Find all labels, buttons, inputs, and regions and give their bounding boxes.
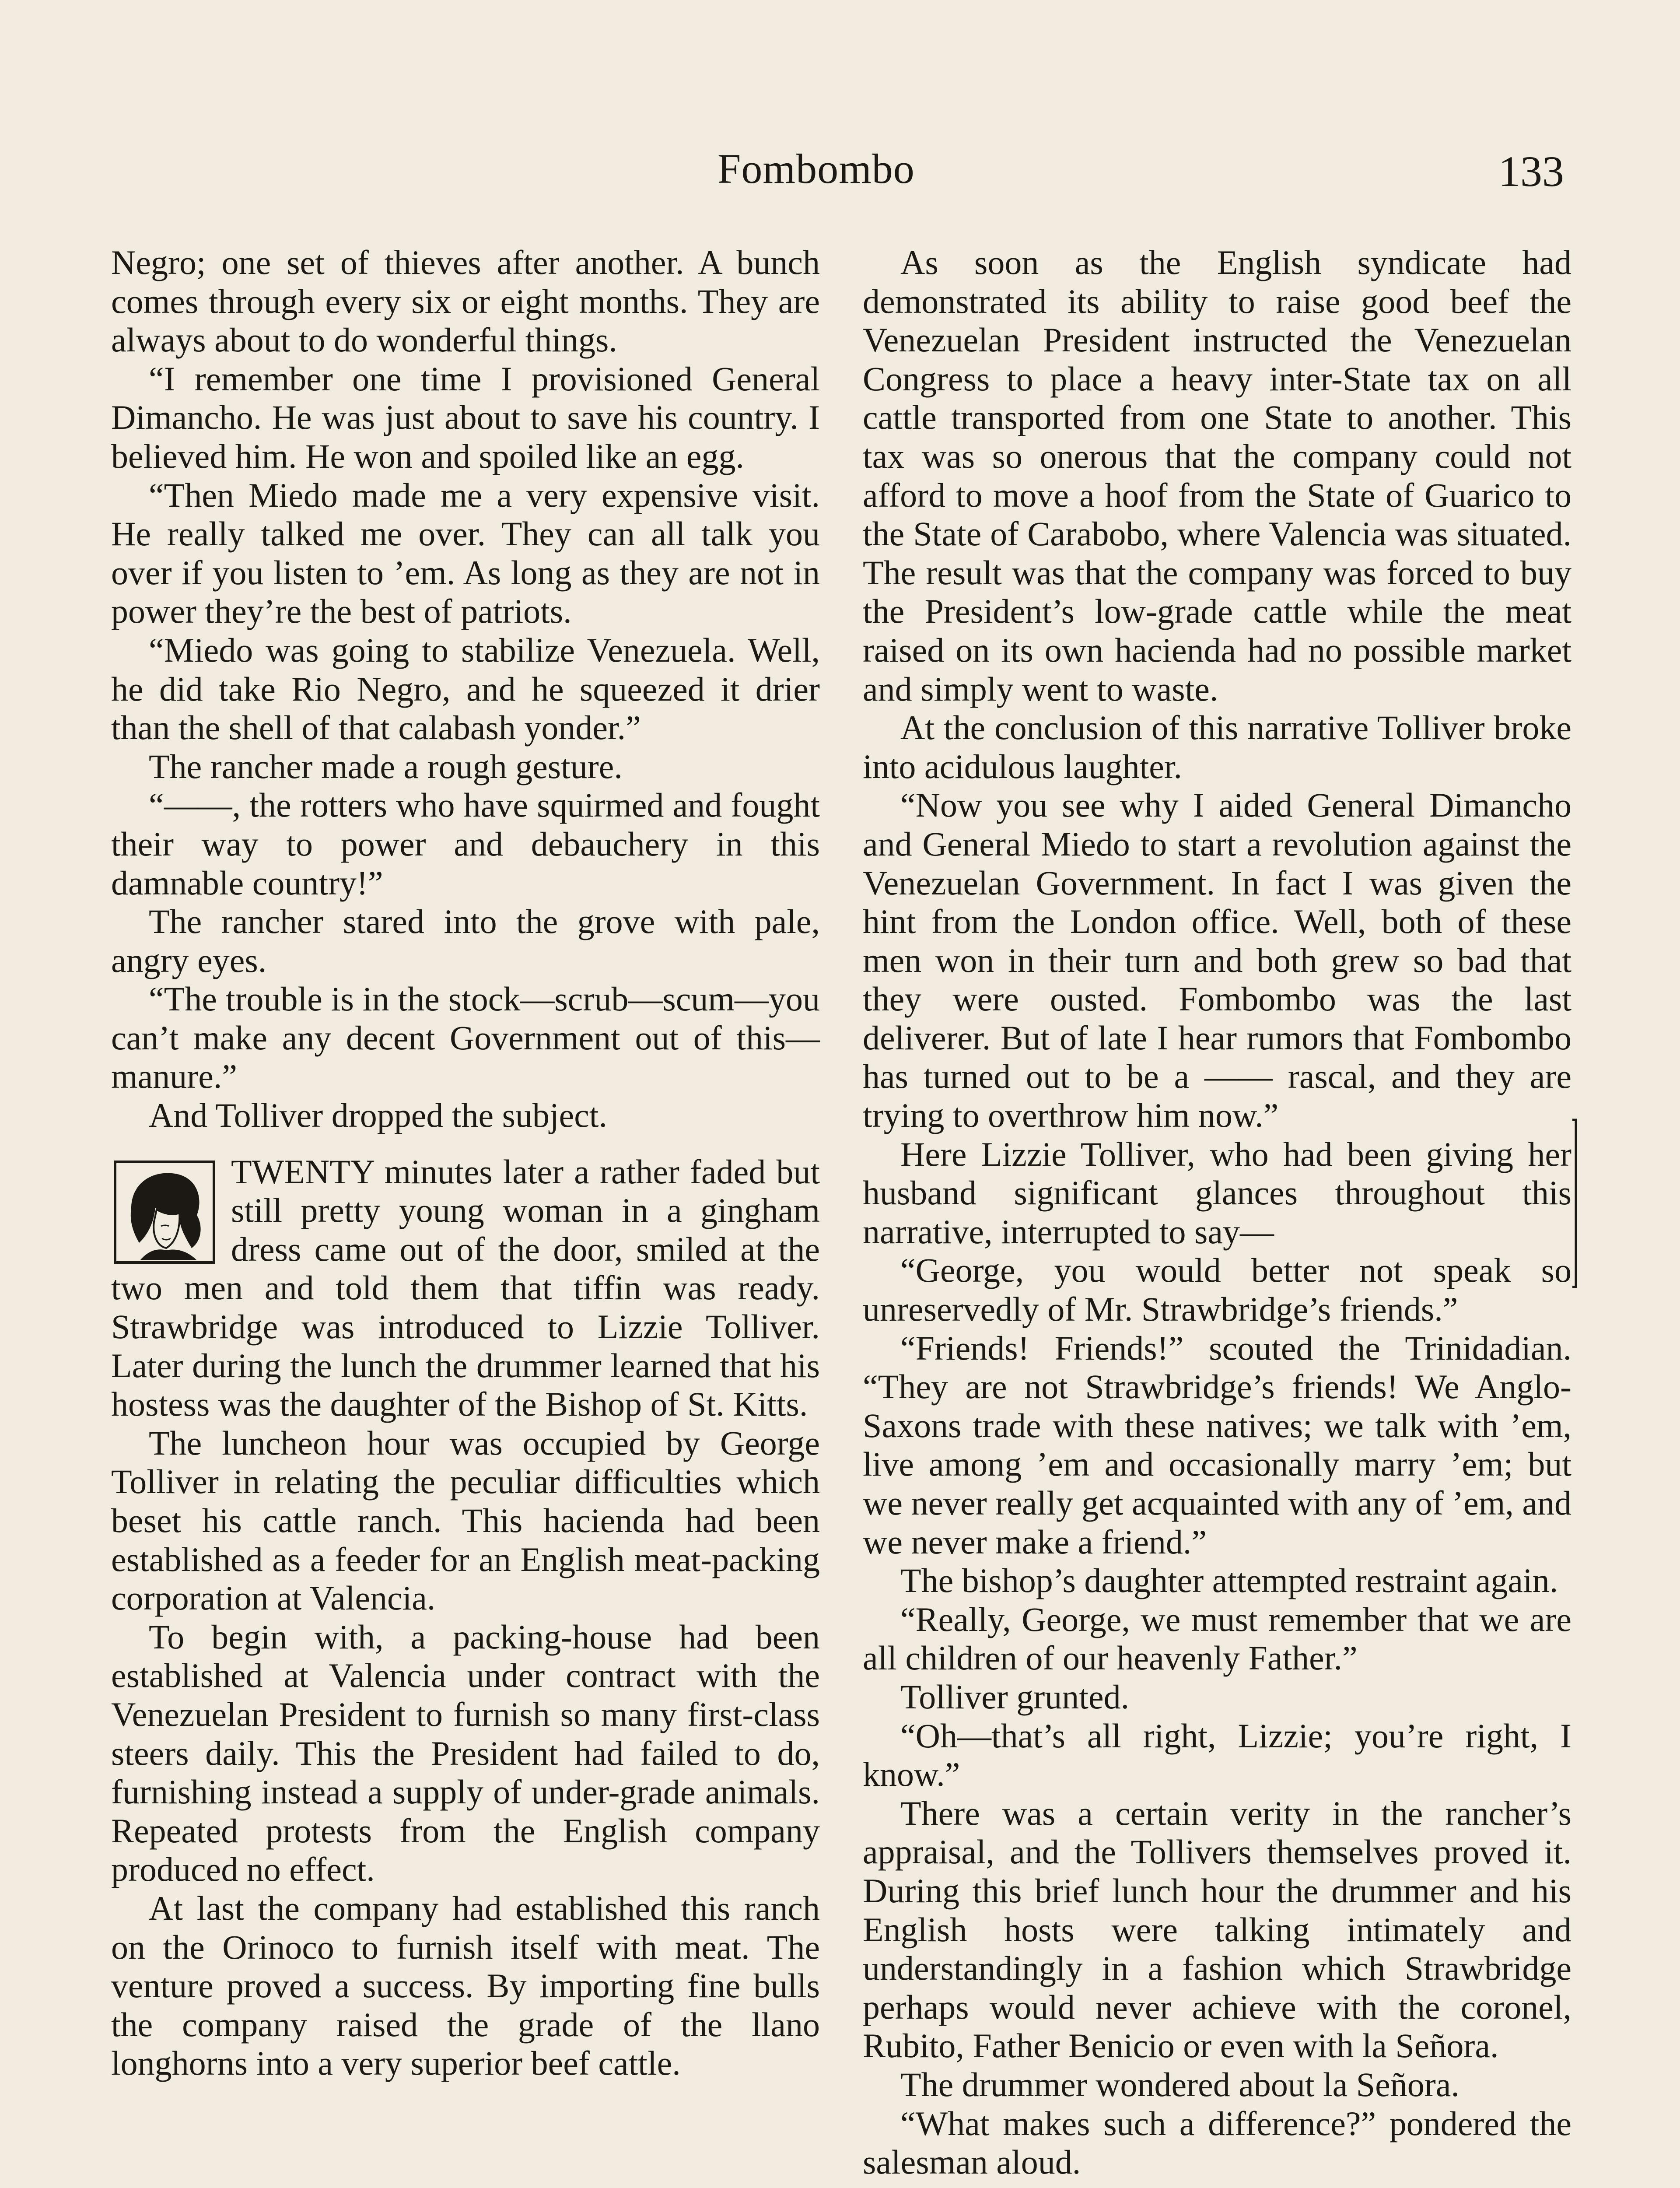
paragraph — [863, 243, 1572, 708]
running-title: Fombombo — [718, 145, 915, 192]
paragraph-text: “Oh—that’s all right, Lizzie; you’re right, I know.” — [863, 1716, 1572, 1794]
paragraph-text: Here Lizzie Tolliver, who had been giving her husband significant glances throughout this narrative, interrupted to say— — [863, 1135, 1572, 1251]
paragraph — [111, 243, 820, 360]
paragraph — [111, 360, 820, 476]
woman-portrait-ornament — [114, 1161, 215, 1264]
paragraph-text: TWENTY minutes later a rather faded but still pretty young woman in a gingham dress came out of the door, smiled at the two men and told them that tiffin was ready. Strawbridge was introduced to Lizzie Tolliver. Later during the lunch the drummer learned that his hostess was the daughter of the Bishop of St. Kitts. — [111, 1152, 820, 1424]
paragraph — [111, 1424, 820, 1618]
paragraph-text: “Now you see why I aided General Dimancho and General Miedo to start a revolution against the Venezuelan Government. In fact I was given the hint from the London office. Well, both of these men won in their turn and both grew so bad that they were ousted. Fombombo was the last deliverer. But of late I hear rumors that Fombombo has turned out to be a —— rascal, and they are trying to overthrow him now.” — [863, 786, 1572, 1135]
paragraph-text: The bishop’s daughter attempted restraint again. — [900, 1561, 1558, 1600]
paragraph — [863, 1561, 1572, 1600]
paragraph-text: “Really, George, we must remember that we are all children of our heavenly Father.” — [863, 1600, 1572, 1677]
paragraph-text: “Friends! Friends!” scouted the Trinidadian. “They are not Strawbridge’s friends! We Anglo-Saxons trade with these natives; we talk with ’em, live among ’em and occasionally marry ’em; but we never really get acquainted with any of ’em, and we never make a friend.” — [863, 1329, 1572, 1561]
paragraph — [111, 476, 820, 631]
margin-bracket-mark — [1570, 1118, 1580, 1289]
paragraph-text: At the conclusion of this narrative Tolliver broke into acidulous laughter. — [863, 708, 1572, 785]
paragraph-text: “Miedo was going to stabilize Venezuela. Well, he did take Rio Negro, and he squeezed it drier than the shell of that calabash yonder.” — [111, 631, 820, 747]
paragraph — [863, 1600, 1572, 1678]
paragraph-text: The luncheon hour was occupied by George Tolliver in relating the peculiar difficulties which beset his cattle ranch. This hacienda had been established as a feeder for an English meat-packing corporation at Valencia. — [111, 1424, 820, 1617]
paragraph — [111, 786, 820, 902]
paragraph-text: And Tolliver dropped the subject. — [149, 1096, 608, 1135]
paragraph-text: The drummer wondered about la Señora. — [900, 2065, 1460, 2104]
paragraph-text: Negro; one set of thieves after another. A bunch comes through every six or eight months. They are always about to do wonderful things. — [111, 243, 820, 359]
paragraph — [863, 708, 1572, 786]
paragraph — [863, 1794, 1572, 2065]
paragraph — [863, 1678, 1572, 1717]
paragraph — [863, 2104, 1572, 2182]
paragraph-text: “The trouble is in the stock—scrub—scum—you can’t make any decent Government out of this—manure.” — [111, 980, 820, 1096]
paragraph — [863, 1329, 1572, 1562]
paragraph — [863, 2065, 1572, 2104]
paragraph — [863, 1251, 1572, 1329]
paragraph-text: “George, you would better not speak so unreservedly of Mr. Strawbridge’s friends.” — [863, 1251, 1572, 1329]
left-text-column — [111, 243, 820, 2083]
paragraph — [863, 1135, 1572, 1252]
paragraph — [863, 786, 1572, 1135]
paragraph — [111, 631, 820, 747]
running-head — [0, 140, 1680, 206]
paragraph-text: “Then Miedo made me a very expensive visit. He really talked me over. They can all talk you over if you listen to ’em. As long as they are not in power they’re the best of patriots. — [111, 476, 820, 631]
paragraph-text: As soon as the English syndicate had demonstrated its ability to raise good beef the Venezuelan President instructed the Venezuelan Congress to place a heavy inter-State tax on all cattle transported from one State to another. This tax was so onerous that the company could not afford to move a hoof from the State of Guarico to the State of Carabobo, where Valencia was situated. The result was that the company was forced to buy the President’s low-grade cattle while the meat raised on its own hacienda had no possible market and simply went to waste. — [863, 243, 1572, 708]
paragraph-text: Tolliver grunted. — [900, 1677, 1130, 1716]
paragraph — [863, 1717, 1572, 1794]
paragraph-text: To begin with, a packing-house had been established at Valencia under contract with the Venezuelan President to furnish so many first-class steers daily. This the President had failed to do, furnishing instead a supply of under-grade animals. Repeated protests from the English company produced no effect. — [111, 1617, 820, 1889]
paragraph — [111, 747, 820, 786]
right-text-column — [863, 243, 1572, 2182]
paragraph-text: At last the company had established this ranch on the Orinoco to furnish itself with meat. The venture proved a success. By importing fine bulls the company raised the grade of the llano longhorns into a very superior beef cattle. — [111, 1889, 820, 2083]
paragraph-text: The rancher made a rough gesture. — [149, 747, 623, 785]
paragraph — [111, 1096, 820, 1135]
paragraph — [111, 902, 820, 980]
paragraph-text: “I remember one time I provisioned General Dimancho. He was just about to save his country. I believed him. He won and spoiled like an egg. — [111, 359, 820, 475]
page-number: 133 — [1498, 147, 1564, 196]
paragraph — [111, 1153, 820, 1424]
paragraph — [111, 980, 820, 1096]
paragraph-text: “What makes such a difference?” pondered the salesman aloud. — [863, 2104, 1572, 2181]
paragraph — [111, 1618, 820, 1889]
paragraph — [111, 1889, 820, 2083]
paragraph-text: “——, the rotters who have squirmed and fought their way to power and debauchery in this damnable country!” — [111, 786, 820, 902]
paragraph-text: The rancher stared into the grove with pale, angry eyes. — [111, 902, 820, 979]
paragraph-text: There was a certain verity in the rancher’s appraisal, and the Tollivers themselves proved it. During this brief lunch hour the drummer and his English hosts were talking intimately and understandingly in a fashion which Strawbridge perhaps would never achieve with the coronel, Rubito, Father Benicio or even with la Señora. — [863, 1794, 1572, 2065]
